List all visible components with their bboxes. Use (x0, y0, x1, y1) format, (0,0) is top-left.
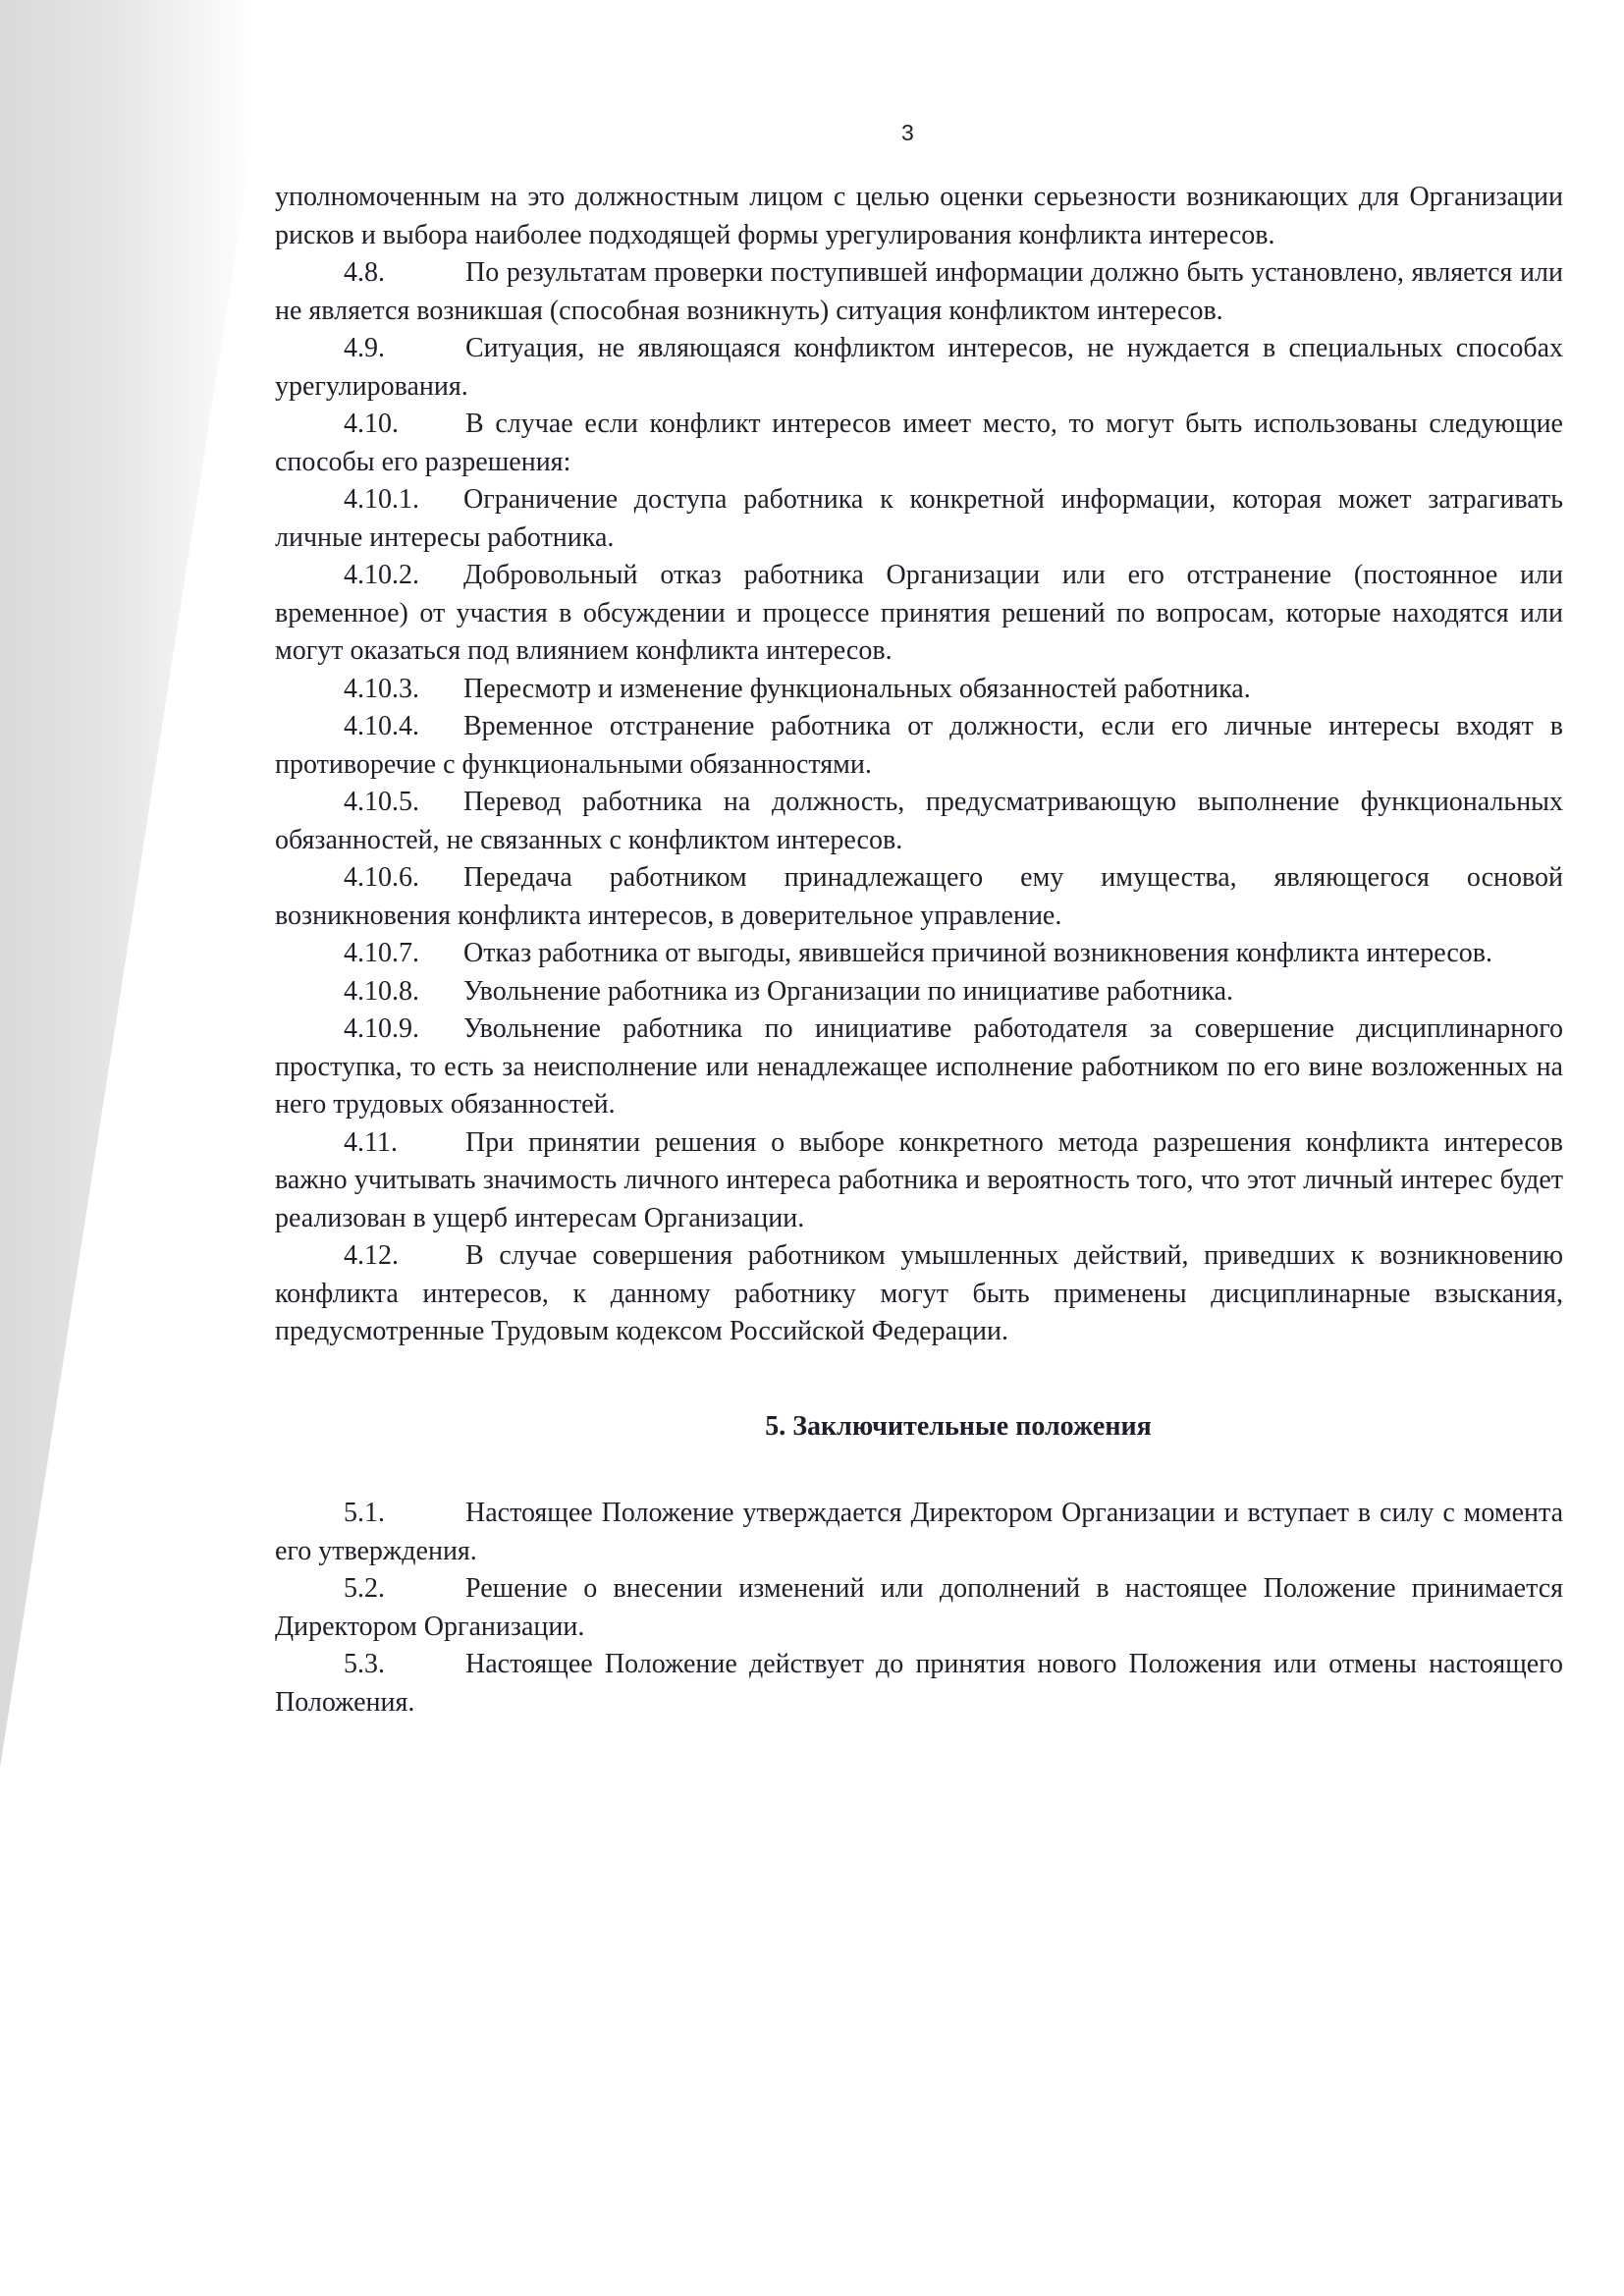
paragraph-number: 4.10.2. (344, 560, 419, 590)
paragraph-number: 5.3. (344, 1649, 385, 1679)
paragraph-text: Передача работником принадлежащего ему имущества, являющегося основой возникновения конфликта интересов, в доверительное управление. (275, 862, 1563, 931)
paragraph-number: 4.11. (344, 1126, 398, 1158)
document-body (275, 179, 1563, 1722)
paragraph-text: Временное отстранение работника от должности, если его личные интересы входят в противоречие с функциональными обязанностями. (275, 711, 1563, 780)
paragraph (275, 935, 1563, 973)
paragraph-text: В случае совершения работником умышленных действий, приведших к возникновению конфликта интересов, к данному работнику могут быть применены дисциплинарные взыскания, предусмотренные Трудовым кодексом Российской Федерации. (275, 1240, 1563, 1346)
paragraph (275, 1646, 1563, 1722)
paragraph-number: 4.10.5. (344, 787, 419, 817)
paragraph-number: 5.2. (344, 1573, 385, 1604)
paragraph-number: 5.1. (344, 1498, 385, 1528)
section-4 (275, 179, 1563, 1351)
paragraph-number: 4.10. (344, 409, 399, 439)
paragraph-text: По результатам проверки поступившей информации должно быть установлено, является или не является возникшая (способная возникнуть) ситуация конфликтом интересов. (275, 257, 1563, 326)
paragraph (275, 481, 1563, 557)
paragraph-text: Настоящее Положение действует до принятия нового Положения или отмены настоящего Положения. (275, 1649, 1563, 1718)
paragraph-number: 4.10.6. (344, 862, 419, 893)
paragraph-number: 4.10.4. (344, 711, 419, 741)
paragraph-number: 4.9. (344, 333, 385, 363)
paragraph (275, 708, 1563, 784)
paragraph-text: Настоящее Положение утверждается Директором Организации и вступает в силу с момента его утверждения. (275, 1498, 1563, 1566)
paragraph-text: уполномоченным на это должностным лицом с целью оценки серьезности возникающих для Организации рисков и выбора наиболее подходящей формы урегулирования конфликта интересов. (275, 182, 1563, 250)
paragraph (275, 254, 1563, 330)
paragraph (275, 406, 1563, 481)
paragraph-text: Пересмотр и изменение функциональных обязанностей работника. (463, 673, 1251, 704)
paragraph-text: При принятии решения о выборе конкретного метода разрешения конфликта интересов важно учитывать значимость личного интереса работника и вероятность того, что этот личный интерес будет реализован в ущерб интересам Организации. (275, 1126, 1563, 1233)
paragraph (275, 1011, 1563, 1124)
paragraph (275, 557, 1563, 671)
paragraph (275, 1237, 1563, 1351)
paragraph-text: В случае если конфликт интересов имеет место, то могут быть использованы следующие способы его разрешения: (275, 409, 1563, 477)
paragraph (275, 179, 1563, 254)
paragraph-text: Увольнение работника из Организации по инициативе работника. (463, 975, 1234, 1007)
paragraph-number: 4.10.3. (344, 673, 419, 704)
section-5-heading: 5. Заключительные положения (765, 1410, 1152, 1442)
paragraph-number: 4.10.1. (344, 484, 419, 515)
paragraph-text: Ситуация, не являющаяся конфликтом интересов, не нуждается в специальных способах урегулирования. (275, 333, 1563, 402)
paragraph-number: 4.10.9. (344, 1013, 419, 1044)
paragraph-number: 4.12. (344, 1240, 399, 1271)
paragraph (275, 1495, 1563, 1570)
section-5 (275, 1495, 1563, 1722)
page-number: 3 (901, 120, 914, 145)
paragraph (275, 330, 1563, 406)
paragraph (275, 973, 1563, 1011)
paragraph (275, 1124, 1563, 1238)
paragraph-number: 4.8. (344, 257, 385, 288)
paragraph (275, 671, 1563, 709)
paragraph-text: Увольнение работника по инициативе работодателя за совершение дисциплинарного проступка, то есть за неисполнение или ненадлежащее исполнение работником по его вине возложенных на него трудовых обязанностей. (275, 1013, 1563, 1120)
paragraph-text: Решение о внесении изменений или дополнений в настоящее Положение принимается Директором Организации. (275, 1573, 1563, 1642)
paragraph-text: Ограничение доступа работника к конкретной информации, которая может затрагивать личные интересы работника. (275, 484, 1563, 553)
paragraph-text: Отказ работника от выгоды, явившейся причиной возникновения конфликта интересов. (463, 938, 1492, 968)
paragraph (275, 859, 1563, 935)
paragraph (275, 784, 1563, 859)
paragraph-number: 4.10.8. (344, 975, 419, 1007)
paragraph-text: Перевод работника на должность, предусматривающую выполнение функциональных обязанностей, не связанных с конфликтом интересов. (275, 787, 1563, 855)
paragraph (275, 1570, 1563, 1646)
scan-shadow (0, 0, 295, 2296)
paragraph-number: 4.10.7. (344, 938, 419, 968)
paragraph-text: Добровольный отказ работника Организации или его отстранение (постоянное или временное) от участия в обсуждении и процессе принятия решений по вопросам, которые находятся или могут оказаться под влиянием конфликта интересов. (275, 560, 1563, 666)
